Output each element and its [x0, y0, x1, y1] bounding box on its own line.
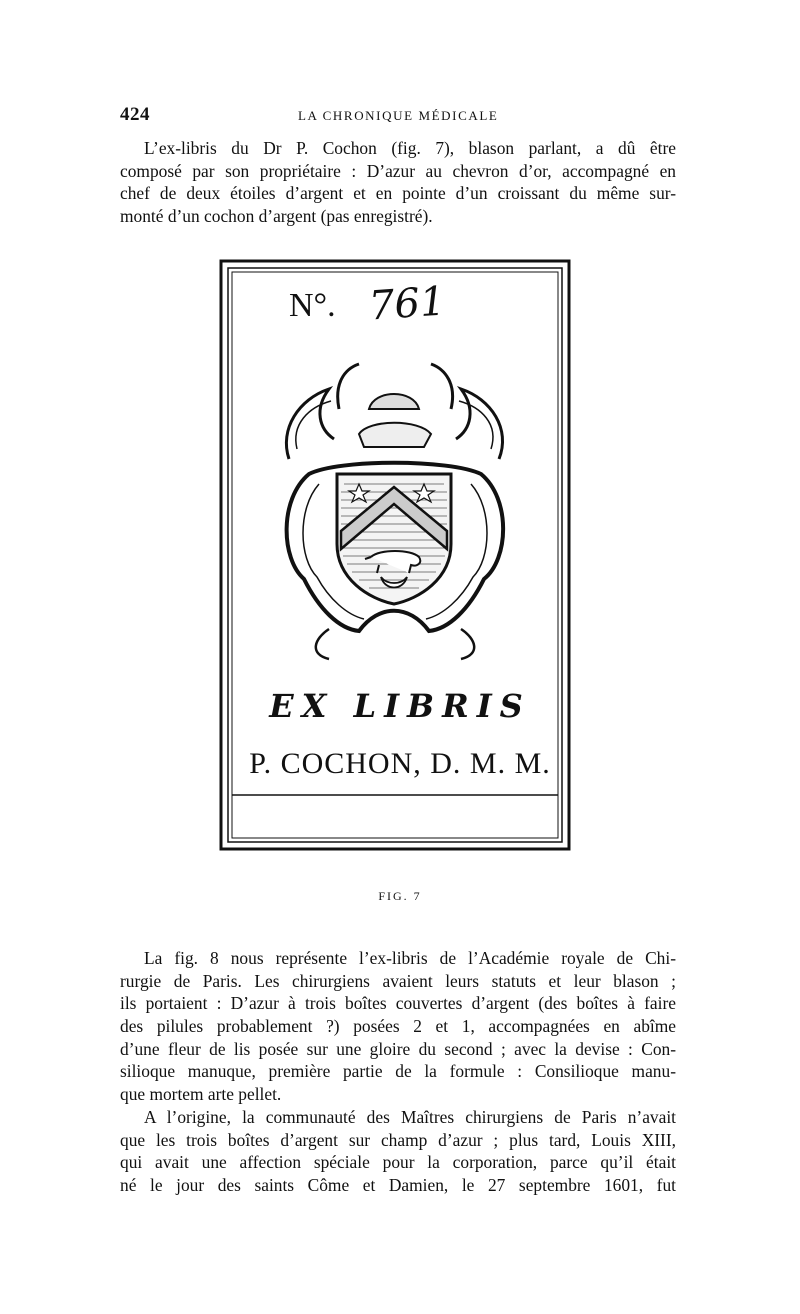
text-line: des pilules probablement ?) posées 2 et 1, accompagnées en abîme: [120, 1016, 676, 1037]
text-line: né le jour des saints Côme et Damien, le 27 septembre 1601, fut: [120, 1174, 676, 1195]
figure-caption: FIG. 7: [378, 889, 422, 903]
bookplate-number-label: N°.: [289, 287, 336, 324]
bookplate-owner: P. COCHON, D. M. M.: [249, 747, 551, 780]
text-line: rurgie de Paris. Les chirurgiens avaient leurs statuts et leur blason ;: [120, 970, 676, 991]
crest: [369, 394, 419, 409]
paragraph-ex-libris-cochon: [120, 137, 676, 228]
page-header: [120, 104, 680, 130]
text-line: chef de deux étoiles d’argent et en pointe d’un croissant du même sur-: [120, 183, 676, 204]
text-line: silioque manuque, première partie de la formule : Consilioque manu-: [120, 1061, 676, 1082]
text-line: monté d’un cochon d’argent (pas enregistré).: [120, 206, 433, 227]
text-line: que les trois boîtes d’argent sur champ d’azur ; plus tard, Louis XIII,: [120, 1129, 676, 1150]
coat-of-arms: [286, 364, 503, 659]
bookplate-ex-libris: EX LIBRIS: [269, 687, 531, 725]
text-line: La fig. 8 nous représente l’ex-libris de l’Académie royale de Chi-: [144, 948, 676, 968]
text-line: A l’origine, la communauté des Maîtres chirurgiens de Paris n’avait: [144, 1106, 676, 1127]
bookplate-number-value: 761: [367, 278, 447, 330]
paragraph-academie-chirurgie: [120, 947, 676, 1197]
text-line: L’ex-libris du Dr P. Cochon (fig. 7), blason parlant, a dû être: [144, 138, 676, 158]
text-line: composé par son propriétaire : D’azur au chevron d’or, accompagné en: [120, 160, 676, 181]
acanthus-left: [286, 389, 334, 459]
running-head: LA CHRONIQUE MÉDICALE: [298, 108, 499, 123]
text-line: que mortem arte pellet.: [120, 1084, 282, 1105]
page-number: 424: [120, 104, 150, 125]
text-line: ils portaient : D’azur à trois boîtes couvertes d’argent (des boîtes à faire: [120, 993, 676, 1014]
bookplate-figure: [219, 259, 571, 851]
text-line: qui avait une affection spéciale pour la corporation, parce qu’il était: [120, 1152, 676, 1173]
acanthus-right: [456, 389, 503, 459]
text-line: d’une fleur de lis posée sur une gloire du second ; avec la devise : Con-: [120, 1038, 676, 1059]
